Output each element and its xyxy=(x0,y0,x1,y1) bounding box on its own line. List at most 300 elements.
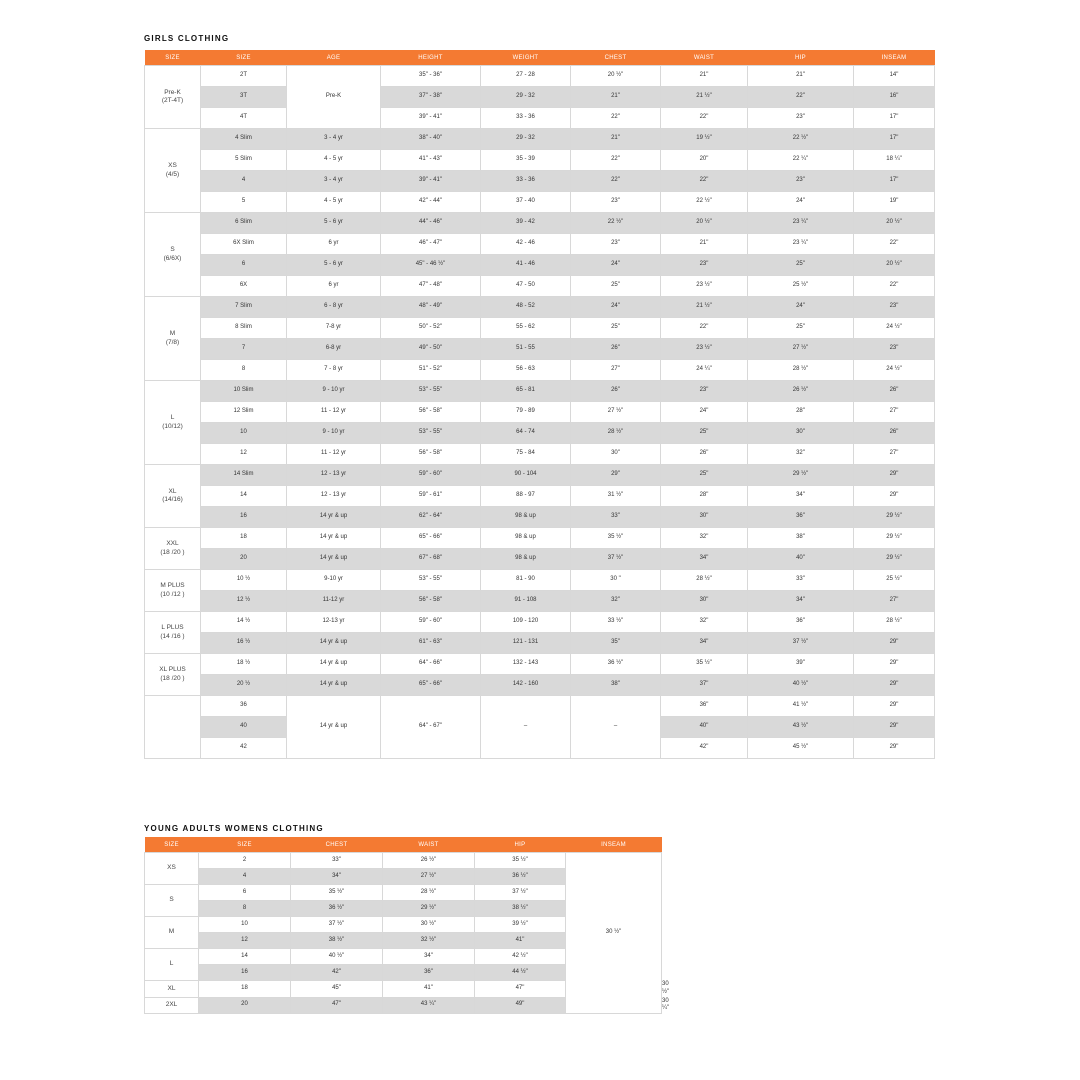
table-cell: 51 - 55 xyxy=(481,339,571,360)
table-cell: 34" xyxy=(748,486,854,507)
table-cell: 35 ½" xyxy=(661,654,748,675)
table-cell: 25 ½" xyxy=(748,276,854,297)
table-cell: 5 xyxy=(201,192,287,213)
table-cell: 31 ½" xyxy=(571,486,661,507)
table-row xyxy=(145,360,935,381)
size-group-cell: L PLUS (14 /16 ) xyxy=(145,612,201,654)
column-header: WEIGHT xyxy=(481,50,571,66)
table-cell: 65" - 66" xyxy=(381,675,481,696)
table-cell: 30" xyxy=(661,591,748,612)
table-cell: 59" - 60" xyxy=(381,612,481,633)
table-row xyxy=(145,528,935,549)
table-cell: 35 ½" xyxy=(571,528,661,549)
table-cell: 2T xyxy=(201,66,287,87)
young-adults-title: YOUNG ADULTS WOMENS CLOTHING xyxy=(144,824,324,833)
size-group-cell: XL PLUS (18 /20 ) xyxy=(145,654,201,696)
size-group-cell: L (10/12) xyxy=(145,381,201,465)
table-cell: 22" xyxy=(854,234,935,255)
table-cell: 23" xyxy=(571,192,661,213)
table-cell: 18 xyxy=(199,981,291,998)
table-cell: 36" xyxy=(383,965,475,981)
table-cell: 37 - 40 xyxy=(481,192,571,213)
table-cell: 23" xyxy=(661,381,748,402)
table-cell: 39" - 41" xyxy=(381,108,481,129)
table-cell: 37" xyxy=(661,675,748,696)
table-cell: 41 - 46 xyxy=(481,255,571,276)
table-cell: 21" xyxy=(571,87,661,108)
table-cell: 20 ½ xyxy=(201,675,287,696)
column-header: INSEAM xyxy=(566,837,662,853)
table-cell: 30" xyxy=(571,444,661,465)
size-group-cell: M PLUS (10 /12 ) xyxy=(145,570,201,612)
table-cell: 53" - 55" xyxy=(381,570,481,591)
table-cell: 24" xyxy=(571,255,661,276)
table-cell: 42" xyxy=(661,738,748,759)
table-cell: 67" - 68" xyxy=(381,549,481,570)
table-cell: 22" xyxy=(571,108,661,129)
table-cell: 32 ½" xyxy=(383,933,475,949)
column-header: CHEST xyxy=(291,837,383,853)
table-cell: 45" - 46 ½" xyxy=(381,255,481,276)
table-cell: 90 - 104 xyxy=(481,465,571,486)
table-cell: 3T xyxy=(201,87,287,108)
column-header: SIZE xyxy=(199,837,291,853)
table-cell: 98 & up xyxy=(481,549,571,570)
table-cell: 64 - 74 xyxy=(481,423,571,444)
table-cell: 23" xyxy=(661,255,748,276)
table-cell: 88 - 97 xyxy=(481,486,571,507)
table-cell: 42" xyxy=(291,965,383,981)
table-cell: 33" xyxy=(291,853,383,869)
table-cell: 6X Slim xyxy=(201,234,287,255)
table-cell: 34" xyxy=(748,591,854,612)
table-cell: 29" xyxy=(571,465,661,486)
column-header: SIZE xyxy=(145,50,201,66)
table-cell: 16 xyxy=(201,507,287,528)
table-cell: 14 yr & up xyxy=(287,633,381,654)
table-row xyxy=(145,696,935,717)
table-row xyxy=(145,381,935,402)
table-cell: 16 ½ xyxy=(201,633,287,654)
girls-header-row xyxy=(145,50,935,66)
table-cell: 29" xyxy=(854,738,935,759)
table-cell: 8 xyxy=(201,360,287,381)
table-cell: 2 xyxy=(199,853,291,869)
table-row xyxy=(145,192,935,213)
table-cell: 11 - 12 yr xyxy=(287,444,381,465)
table-cell: 33 - 36 xyxy=(481,108,571,129)
table-row xyxy=(145,612,935,633)
table-cell: 29 - 32 xyxy=(481,129,571,150)
table-cell: 36 xyxy=(201,696,287,717)
table-cell: 7 xyxy=(201,339,287,360)
table-cell: 33" xyxy=(748,570,854,591)
table-cell: 21" xyxy=(571,129,661,150)
table-cell: 22 ¼" xyxy=(748,150,854,171)
table-cell: 18 ½ xyxy=(201,654,287,675)
table-cell: 6 xyxy=(199,885,291,901)
table-cell: 23" xyxy=(748,171,854,192)
table-cell: 12 - 13 yr xyxy=(287,465,381,486)
table-cell: 36" xyxy=(748,612,854,633)
table-cell: 22" xyxy=(661,171,748,192)
table-cell: 28 ½" xyxy=(661,570,748,591)
table-cell: 34" xyxy=(661,549,748,570)
table-cell: 37 ½" xyxy=(475,885,566,901)
table-cell: 17" xyxy=(854,171,935,192)
table-cell: 12 Slim xyxy=(201,402,287,423)
table-cell: 23" xyxy=(748,108,854,129)
table-cell: 4 xyxy=(199,869,291,885)
table-cell: 23 ¼" xyxy=(748,234,854,255)
table-cell: 14 yr & up xyxy=(287,549,381,570)
table-cell: 35 ½" xyxy=(291,885,383,901)
table-cell: 21" xyxy=(748,66,854,87)
table-cell: 21" xyxy=(661,66,748,87)
table-cell: 9 - 10 yr xyxy=(287,381,381,402)
table-cell: 21 ½" xyxy=(661,297,748,318)
table-cell: 25" xyxy=(748,255,854,276)
table-cell: 20 ½" xyxy=(854,213,935,234)
table-cell: 22 ½" xyxy=(661,192,748,213)
table-cell: 29" xyxy=(854,654,935,675)
size-group-cell: XS (4/5) xyxy=(145,129,201,213)
table-cell: 44" - 46" xyxy=(381,213,481,234)
girls-clothing-title: GIRLS CLOTHING xyxy=(144,34,230,43)
table-cell: 41" - 43" xyxy=(381,150,481,171)
table-cell: 30" xyxy=(748,423,854,444)
table-cell: 19 ½" xyxy=(661,129,748,150)
table-cell: 42 xyxy=(201,738,287,759)
table-cell: 22" xyxy=(854,276,935,297)
table-cell: 23 ¼" xyxy=(748,213,854,234)
table-row xyxy=(145,87,935,108)
table-cell: 36 ½" xyxy=(475,869,566,885)
table-cell: 7-8 yr xyxy=(287,318,381,339)
table-row xyxy=(145,675,935,696)
table-cell: 61" - 63" xyxy=(381,633,481,654)
table-cell: 10 xyxy=(201,423,287,444)
size-group-cell: XXL (18 /20 ) xyxy=(145,528,201,570)
table-cell: 16" xyxy=(854,87,935,108)
table-row xyxy=(145,297,935,318)
table-cell: 29" xyxy=(854,696,935,717)
table-cell: 4 - 5 yr xyxy=(287,192,381,213)
table-cell: 6 yr xyxy=(287,276,381,297)
table-cell: 12 - 13 yr xyxy=(287,486,381,507)
table-cell: 25" xyxy=(571,276,661,297)
table-cell: 39" xyxy=(748,654,854,675)
table-cell: 16 xyxy=(199,965,291,981)
table-cell: 50" - 52" xyxy=(381,318,481,339)
size-group-cell: XL xyxy=(145,981,199,998)
table-cell: 8 Slim xyxy=(201,318,287,339)
table-row xyxy=(145,234,935,255)
table-cell: 14" xyxy=(854,66,935,87)
table-cell: 8 xyxy=(199,901,291,917)
table-cell: 25" xyxy=(661,423,748,444)
table-cell: 35" - 36" xyxy=(381,66,481,87)
table-cell: 21 ½" xyxy=(661,87,748,108)
table-cell: 22 ½" xyxy=(571,213,661,234)
table-cell: 37 ½" xyxy=(571,549,661,570)
table-row xyxy=(145,318,935,339)
table-cell: 55 - 62 xyxy=(481,318,571,339)
table-cell: 38" xyxy=(571,675,661,696)
table-cell: 32" xyxy=(661,528,748,549)
table-cell: 36 ½" xyxy=(291,901,383,917)
table-cell: 38 ½" xyxy=(475,901,566,917)
table-cell: 46" - 47" xyxy=(381,234,481,255)
table-cell: 79 - 89 xyxy=(481,402,571,423)
table-cell: 28 ½" xyxy=(854,612,935,633)
table-cell: 17" xyxy=(854,108,935,129)
column-header: HIP xyxy=(748,50,854,66)
table-cell: 56" - 58" xyxy=(381,402,481,423)
table-cell: 30" xyxy=(661,507,748,528)
table-row xyxy=(145,486,935,507)
table-cell: 3 - 4 yr xyxy=(287,171,381,192)
table-cell: 56" - 58" xyxy=(381,444,481,465)
table-cell: 62" - 64" xyxy=(381,507,481,528)
table-row xyxy=(145,108,935,129)
table-cell: 26" xyxy=(661,444,748,465)
table-cell: 98 & up xyxy=(481,528,571,549)
table-cell: 23 ½" xyxy=(661,276,748,297)
table-cell: 29" xyxy=(854,675,935,696)
size-group-cell: S (6/6X) xyxy=(145,213,201,297)
table-cell: 14 xyxy=(201,486,287,507)
girls-size-table xyxy=(144,50,935,759)
young-table-body xyxy=(145,853,670,1014)
table-cell: 43 ½" xyxy=(748,717,854,738)
table-cell: 20 ½" xyxy=(661,213,748,234)
table-cell: 30 ½" xyxy=(566,853,662,1014)
table-cell: 40" xyxy=(661,717,748,738)
table-cell: 14 yr & up xyxy=(287,528,381,549)
table-row xyxy=(145,276,935,297)
table-cell: 10 Slim xyxy=(201,381,287,402)
table-cell: 65" - 66" xyxy=(381,528,481,549)
table-cell: 42" - 44" xyxy=(381,192,481,213)
table-cell: 40 ½" xyxy=(291,949,383,965)
table-cell: 51" - 52" xyxy=(381,360,481,381)
table-cell: 41" xyxy=(475,933,566,949)
size-group-cell: M (7/8) xyxy=(145,297,201,381)
column-header: CHEST xyxy=(571,50,661,66)
table-cell: 14 yr & up xyxy=(287,654,381,675)
table-cell: 14 yr & up xyxy=(287,675,381,696)
table-cell: 29 ½" xyxy=(854,528,935,549)
table-cell: 20 ½" xyxy=(571,66,661,87)
table-cell: 29 ½" xyxy=(854,549,935,570)
table-cell: 10 xyxy=(199,917,291,933)
table-row xyxy=(145,591,935,612)
table-cell: 23" xyxy=(854,339,935,360)
table-cell: 22" xyxy=(571,150,661,171)
table-cell: 27" xyxy=(571,360,661,381)
table-cell: 28 ½" xyxy=(748,360,854,381)
table-cell: 38" xyxy=(748,528,854,549)
table-cell: 12-13 yr xyxy=(287,612,381,633)
table-cell: 39" - 41" xyxy=(381,171,481,192)
table-cell: 65 - 81 xyxy=(481,381,571,402)
table-cell: 121 - 131 xyxy=(481,633,571,654)
table-cell: 22" xyxy=(661,318,748,339)
table-cell: 44 ½" xyxy=(475,965,566,981)
table-cell: 42 ½" xyxy=(475,949,566,965)
table-row xyxy=(145,654,935,675)
table-cell: 20 ½" xyxy=(854,255,935,276)
table-cell: 12 ½ xyxy=(201,591,287,612)
table-cell: 28 ½" xyxy=(383,885,475,901)
table-cell: 26" xyxy=(854,423,935,444)
table-cell: 45 ½" xyxy=(748,738,854,759)
table-row: XL 18 45" 41" 47" 30 ½" xyxy=(145,981,662,998)
table-cell: 26 ½" xyxy=(383,853,475,869)
young-adults-size-table xyxy=(144,837,670,1014)
size-group-cell: S xyxy=(145,885,199,917)
table-cell: 6 yr xyxy=(287,234,381,255)
table-cell xyxy=(145,696,201,759)
table-cell: 21" xyxy=(661,234,748,255)
table-cell: 32" xyxy=(571,591,661,612)
table-cell: 40 ½" xyxy=(748,675,854,696)
table-cell: 81 - 90 xyxy=(481,570,571,591)
table-cell: 41 ½" xyxy=(748,696,854,717)
table-cell: 23" xyxy=(854,297,935,318)
table-cell: 3 - 4 yr xyxy=(287,129,381,150)
column-header: SIZE xyxy=(145,837,199,853)
table-cell: 20 xyxy=(199,997,291,1014)
table-row xyxy=(145,633,935,654)
table-cell: 25" xyxy=(661,465,748,486)
column-header: WAIST xyxy=(661,50,748,66)
table-cell: – xyxy=(571,696,661,759)
table-cell: 142 - 160 xyxy=(481,675,571,696)
table-cell: 29 ½" xyxy=(748,465,854,486)
table-row xyxy=(145,423,935,444)
table-cell: 7 Slim xyxy=(201,297,287,318)
table-cell: 22" xyxy=(748,87,854,108)
table-cell: 75 - 84 xyxy=(481,444,571,465)
size-group-cell: XL (14/16) xyxy=(145,465,201,528)
table-cell: 132 - 143 xyxy=(481,654,571,675)
table-cell: 18 ¼" xyxy=(854,150,935,171)
table-cell: 20" xyxy=(661,150,748,171)
size-group-cell: L xyxy=(145,949,199,981)
table-cell: 27 ½" xyxy=(571,402,661,423)
table-cell: 64" - 67" xyxy=(381,696,481,759)
table-cell: 6 - 8 yr xyxy=(287,297,381,318)
table-cell: 34" xyxy=(661,633,748,654)
table-cell: 38 ½" xyxy=(291,933,383,949)
table-cell: 38" - 40" xyxy=(381,129,481,150)
table-cell: 28" xyxy=(661,486,748,507)
table-cell: 59" - 61" xyxy=(381,486,481,507)
table-cell: 22 ½" xyxy=(748,129,854,150)
table-cell: 36" xyxy=(748,507,854,528)
table-cell: 18 xyxy=(201,528,287,549)
table-cell: 27" xyxy=(854,402,935,423)
table-cell: 26 ½" xyxy=(748,381,854,402)
table-cell: 48" - 49" xyxy=(381,297,481,318)
table-cell: 11-12 yr xyxy=(287,591,381,612)
table-cell: 5 - 6 yr xyxy=(287,213,381,234)
table-cell: 26" xyxy=(571,339,661,360)
table-cell: 4 Slim xyxy=(201,129,287,150)
table-cell: 30 ½" xyxy=(383,917,475,933)
table-cell: 29" xyxy=(854,717,935,738)
table-cell: 43 ¼" xyxy=(383,997,475,1014)
table-cell: 32" xyxy=(748,444,854,465)
table-cell: 36 ½" xyxy=(571,654,661,675)
table-cell: 9 - 10 yr xyxy=(287,423,381,444)
table-cell: 49" - 50" xyxy=(381,339,481,360)
table-row xyxy=(145,402,935,423)
table-cell: 64" - 66" xyxy=(381,654,481,675)
table-cell: 6-8 yr xyxy=(287,339,381,360)
table-cell: 26" xyxy=(571,381,661,402)
table-cell: 22" xyxy=(571,171,661,192)
table-cell: 6X xyxy=(201,276,287,297)
table-cell: 24 ½" xyxy=(854,318,935,339)
table-row xyxy=(145,171,935,192)
table-cell: 29 ½" xyxy=(854,507,935,528)
table-row xyxy=(145,150,935,171)
table-cell: 39 - 42 xyxy=(481,213,571,234)
table-cell: 29" xyxy=(854,486,935,507)
table-cell: 28" xyxy=(748,402,854,423)
table-cell: 12 xyxy=(201,444,287,465)
table-cell: 98 & up xyxy=(481,507,571,528)
table-cell: 32" xyxy=(661,612,748,633)
table-cell: 47 - 50 xyxy=(481,276,571,297)
table-cell: 109 - 120 xyxy=(481,612,571,633)
table-cell: 12 xyxy=(199,933,291,949)
table-cell: 27 - 28 xyxy=(481,66,571,87)
table-cell: 4 - 5 yr xyxy=(287,150,381,171)
table-row xyxy=(145,570,935,591)
table-cell: 47" - 48" xyxy=(381,276,481,297)
table-cell: 47" xyxy=(475,981,566,998)
table-cell: 17" xyxy=(854,129,935,150)
table-cell: 45" xyxy=(291,981,383,998)
table-cell: 14 Slim xyxy=(201,465,287,486)
table-cell: 4T xyxy=(201,108,287,129)
table-row xyxy=(145,507,935,528)
table-cell: 27 ½" xyxy=(383,869,475,885)
table-cell: Pre-K xyxy=(287,66,381,129)
table-cell: 10 ½ xyxy=(201,570,287,591)
column-header: WAIST xyxy=(383,837,475,853)
table-cell: 47" xyxy=(291,997,383,1014)
table-cell: 37 ½" xyxy=(291,917,383,933)
column-header: INSEAM xyxy=(854,50,935,66)
table-cell: 29 - 32 xyxy=(481,87,571,108)
table-cell: 5 - 6 yr xyxy=(287,255,381,276)
young-header-row xyxy=(145,837,662,853)
table-cell: – xyxy=(481,696,571,759)
table-cell: 41" xyxy=(383,981,475,998)
table-cell: 35 ½" xyxy=(475,853,566,869)
table-row xyxy=(145,255,935,276)
table-cell: 24" xyxy=(748,192,854,213)
table-cell: 53" - 55" xyxy=(381,381,481,402)
table-cell: 35" xyxy=(571,633,661,654)
column-header: HIP xyxy=(475,837,566,853)
table-cell: 56" - 58" xyxy=(381,591,481,612)
